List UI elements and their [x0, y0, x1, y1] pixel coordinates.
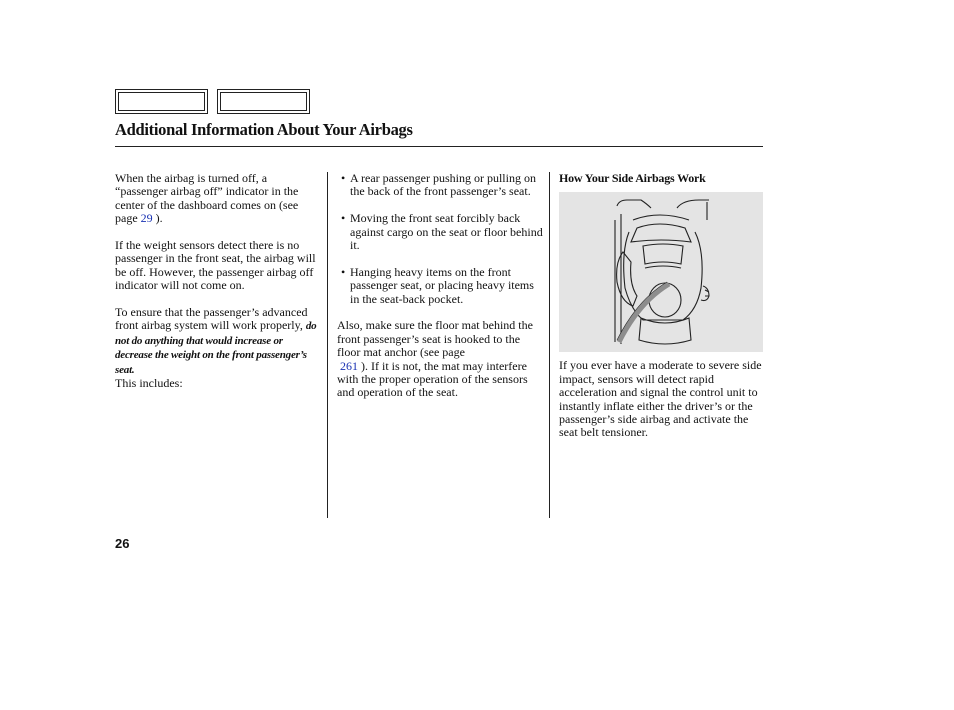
paragraph-airbag-off-indicator: When the airbag is turned off, a “passenger airbag off” indicator in the center of the dashboard comes on (see page 29 ). — [115, 171, 299, 226]
paragraph-side-impact: If you ever have a moderate to severe side impact, sensors will detect rapid acceleration and signal the control unit to instantly inflate either the driver’s or the passenger’s side airbag and activate the seat belt tensioner. — [559, 358, 762, 440]
side-airbag-figure — [559, 192, 763, 352]
nav-button-table-of-contents[interactable] — [217, 89, 310, 114]
bullet-icon: • — [341, 211, 346, 226]
section-heading: How Your Side Airbags Work — [559, 171, 706, 185]
list-item: • Hanging heavy items on the front passenger seat, or placing heavy items in the seat-back pocket. — [341, 264, 534, 306]
title-divider — [115, 146, 763, 147]
paragraph-floor-mat: Also, make sure the floor mat behind the front passenger’s seat is hooked to the floor mat anchor (see page 261 ). If it is not, the mat may interfere with the proper operation of the sensors and operation of the seat. — [337, 318, 533, 400]
column-3 — [559, 172, 764, 453]
column-1 — [115, 172, 320, 404]
side-airbag-illustration-icon — [559, 192, 763, 352]
column-divider-2 — [549, 172, 550, 518]
bullet-icon: • — [341, 264, 346, 279]
page-title: Additional Information About Your Airbags — [115, 120, 413, 139]
list-item: • A rear passenger pushing or pulling on the back of the front passenger’s seat. — [341, 171, 536, 199]
paragraph-ensure-system: To ensure that the passenger’s advanced front airbag system will work properly, do not do anything that would increase or decrease the weight on the front passenger’s seat. This includes: — [115, 305, 317, 391]
warning-emphasis: do not do anything that would increase or decrease the weight on the front passenger’s seat. — [115, 320, 317, 376]
paragraph-weight-sensors: If the weight sensors detect there is no passenger in the front seat, the airbag will be off. However, the passenger airbag off indicator will not come on. — [115, 238, 316, 293]
page-link-29[interactable]: 29 — [140, 211, 153, 226]
column-divider-1 — [327, 172, 328, 518]
page-link-261[interactable]: 261 — [340, 358, 358, 373]
list-item: • Moving the front seat forcibly back against cargo on the seat or floor behind it. — [341, 211, 543, 253]
bullet-icon: • — [341, 171, 346, 185]
nav-button-main-menu[interactable] — [115, 89, 208, 114]
page-number: 26 — [115, 536, 130, 551]
column-2 — [337, 172, 543, 413]
